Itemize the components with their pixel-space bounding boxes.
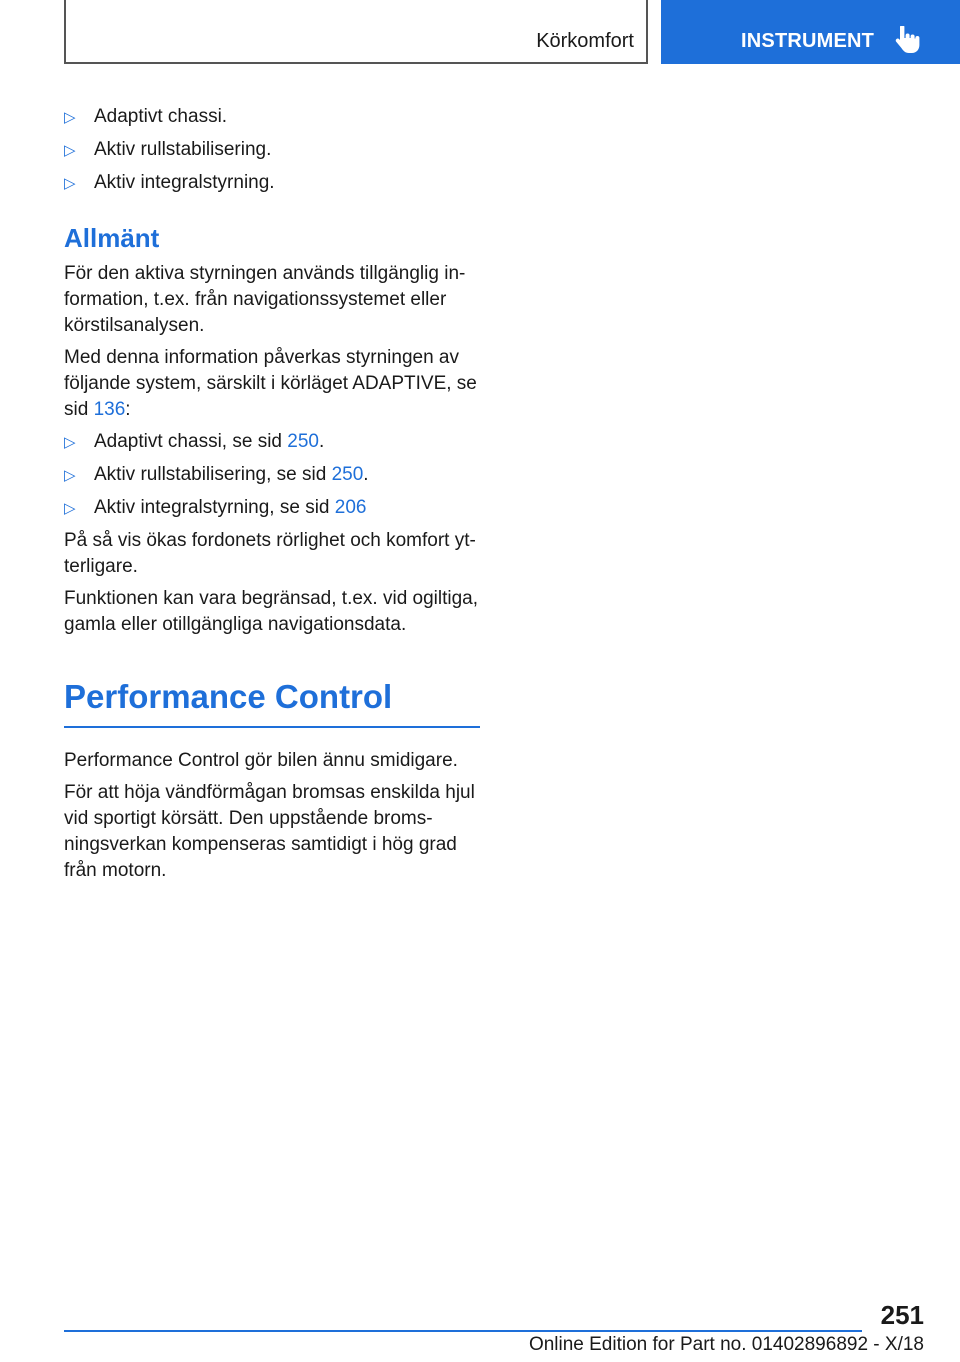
triangle-bullet-icon: ▷ xyxy=(64,434,76,451)
paragraph: För att höja vändförmågan bromsas enskilda hjul vid sportigt körsätt. Den uppstående broms-ningsverkan kompenseras samtidigt i hög grad från motorn. xyxy=(64,782,475,881)
list-item: ▷ Aktiv integralstyrning, se sid 206 xyxy=(64,495,480,522)
list-item: ▷ Aktiv rullstabilisering, se sid 250. xyxy=(64,462,480,489)
triangle-bullet-icon: ▷ xyxy=(64,500,76,517)
tab-instrument[interactable] xyxy=(661,0,960,64)
triangle-bullet-icon: ▷ xyxy=(64,109,76,126)
list-item: ▷ Adaptivt chassi. xyxy=(64,104,480,131)
paragraph: På så vis ökas fordonets rörlighet och komfort yt-terligare. xyxy=(64,530,476,577)
list-item: ▷ Aktiv rullstabilisering. xyxy=(64,137,480,164)
paragraph: För den aktiva styrningen används tillgänglig in-formation, t.ex. från navigationssystemet eller körstilsanalysen. xyxy=(64,263,466,336)
triangle-bullet-icon: ▷ xyxy=(64,175,76,192)
list-item: ▷ Aktiv integralstyrning. xyxy=(64,170,480,197)
triangle-bullet-icon: ▷ xyxy=(64,142,76,159)
page-link[interactable]: 250 xyxy=(331,464,364,485)
footer-divider xyxy=(64,1330,862,1332)
page-number: 251 xyxy=(880,1300,924,1330)
footer-edition: Online Edition for Part no. 01402896892 - X/18 xyxy=(528,1334,924,1355)
heading-allmant: Allmänt xyxy=(64,223,160,253)
triangle-bullet-icon: ▷ xyxy=(64,467,76,484)
heading-performance-control: Performance Control xyxy=(64,678,480,728)
main-content xyxy=(64,104,480,890)
page-link[interactable]: 250 xyxy=(287,431,319,452)
list-item: ▷ Adaptivt chassi, se sid 250. xyxy=(64,429,480,456)
page-link[interactable]: 206 xyxy=(334,497,367,518)
tab-instrument-label: INSTRUMENT xyxy=(741,30,875,52)
section-title: Körkomfort xyxy=(536,30,634,52)
paragraph: Funktionen kan vara begränsad, t.ex. vid ogiltiga, gamla eller otillgängliga navigationsdata. xyxy=(64,588,479,635)
pointing-hand-icon xyxy=(895,26,921,54)
paragraph: Performance Control gör bilen ännu smidigare. xyxy=(64,750,458,771)
page-link[interactable]: 136 xyxy=(93,399,126,420)
header-section-box xyxy=(64,0,648,64)
paragraph: Med denna information påverkas styrningen av följande system, särskilt i körläget ADAPTIVE, se sid 136: xyxy=(64,347,477,420)
